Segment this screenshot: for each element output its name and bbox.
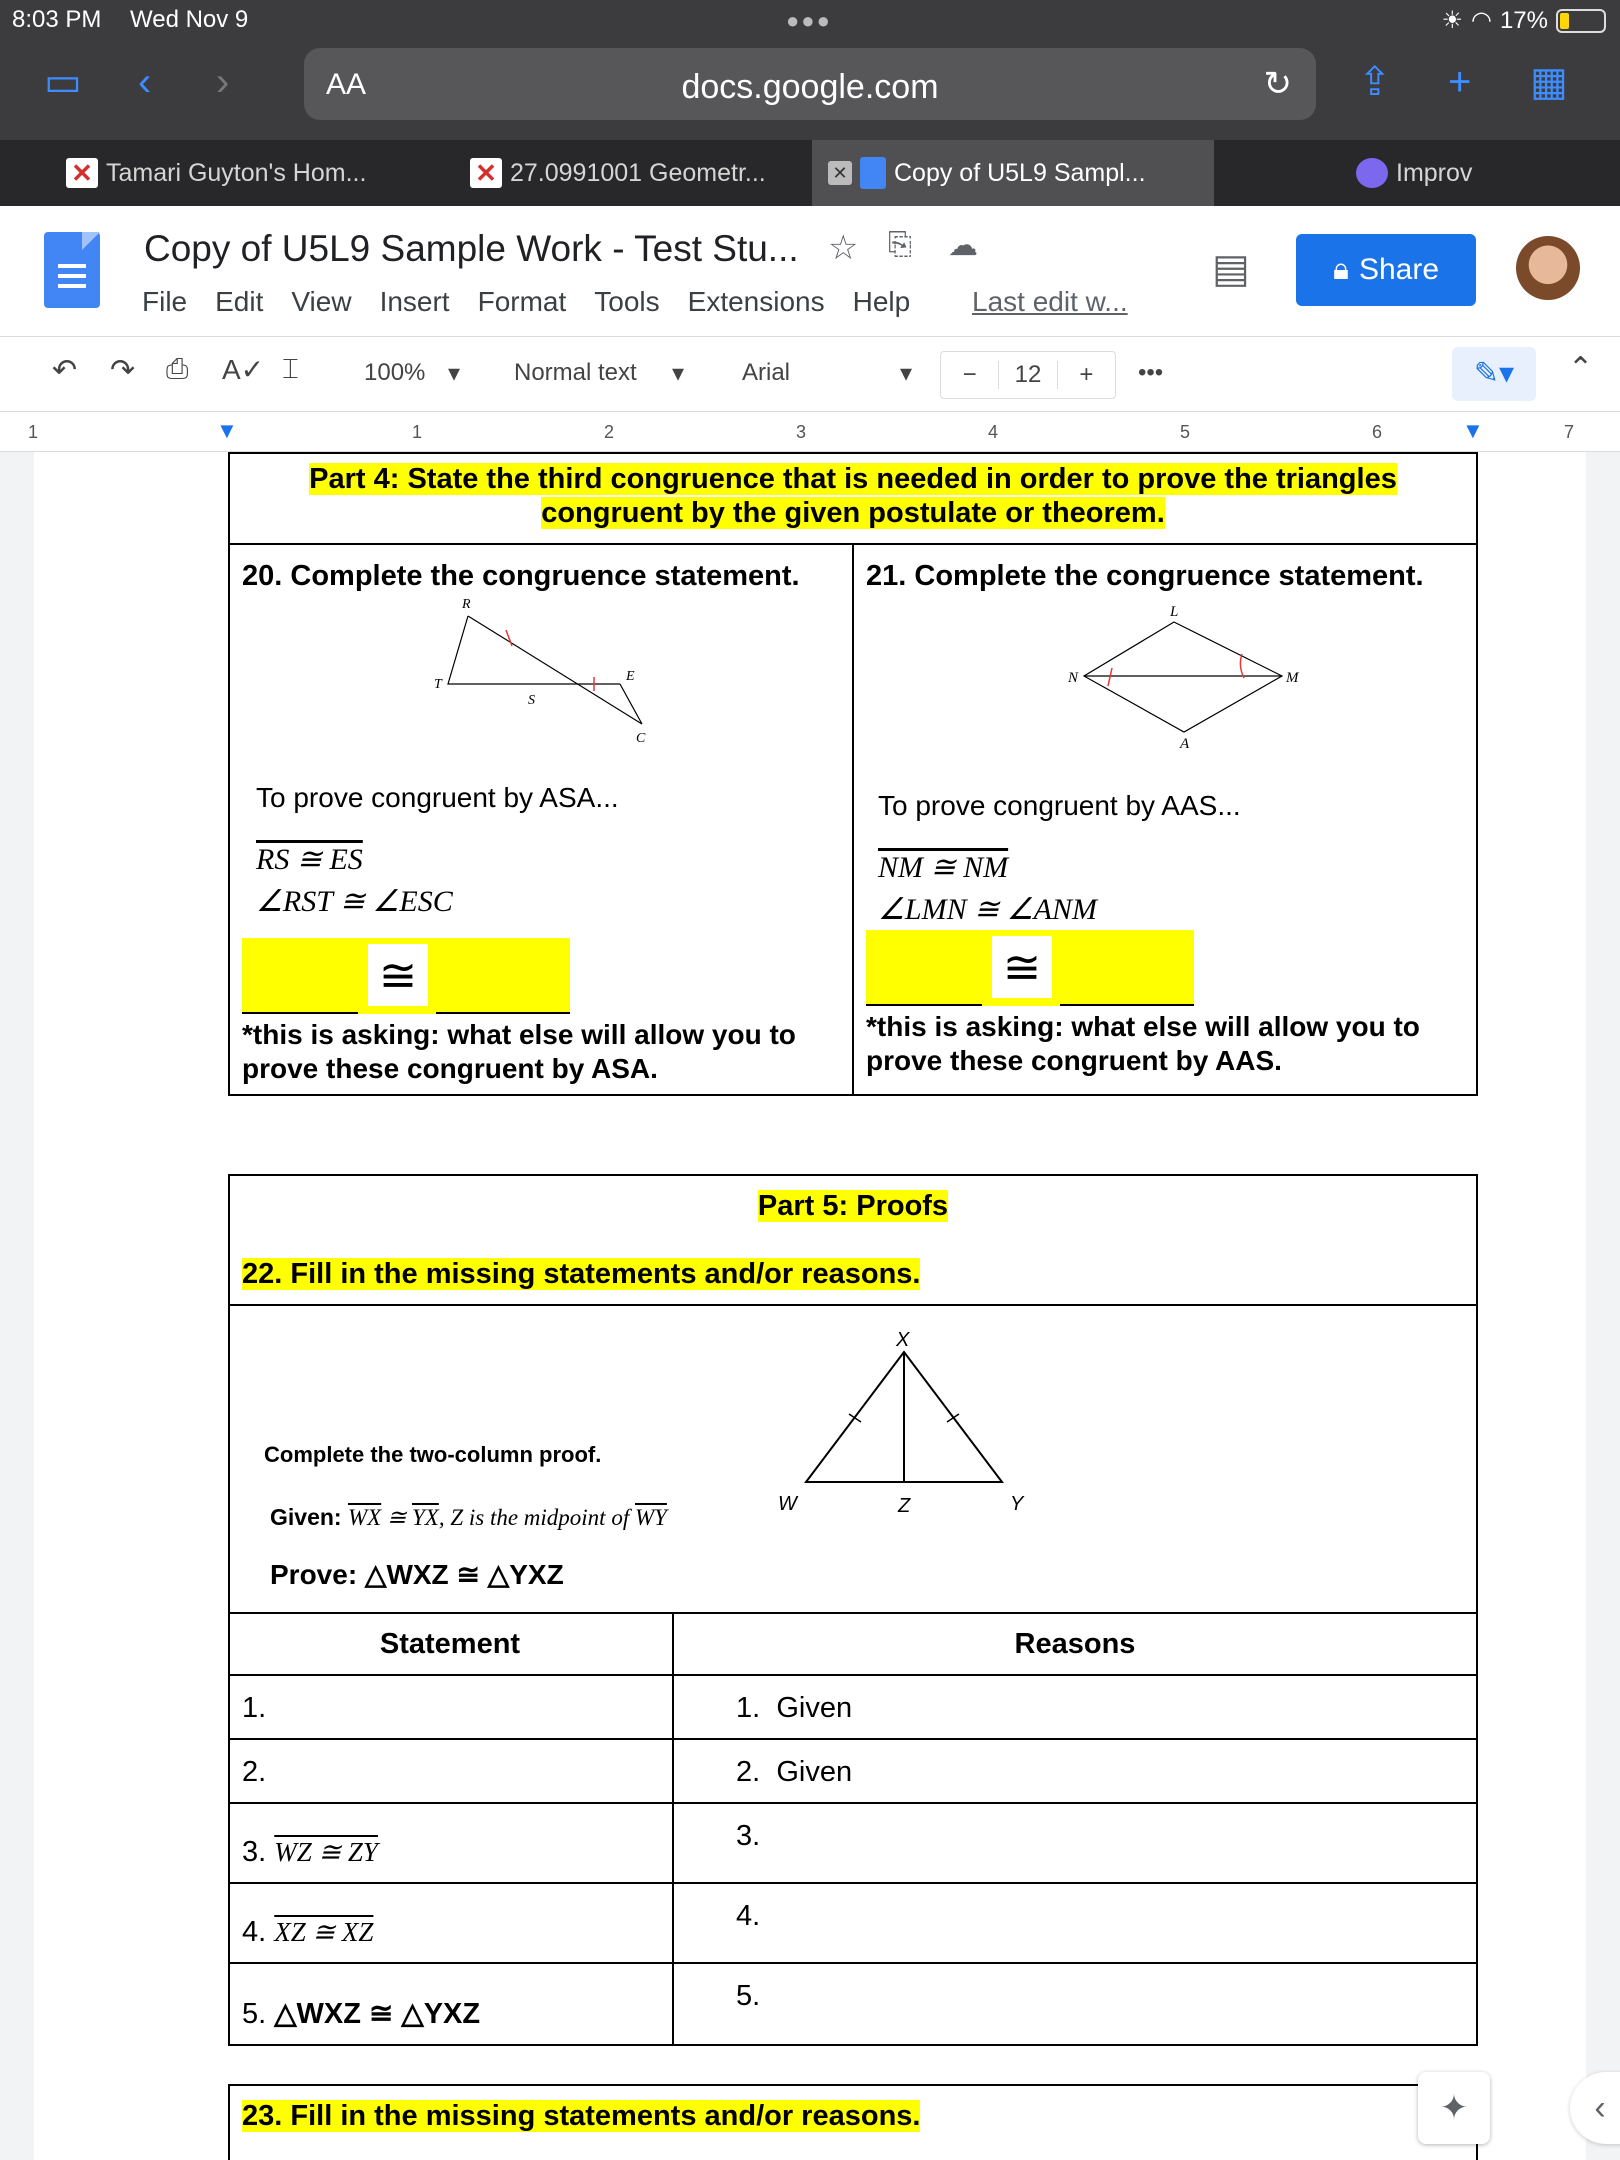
ruler bbox=[0, 412, 1620, 452]
menu-extensions[interactable]: Extensions bbox=[687, 286, 825, 317]
wifi-icon: ◠ bbox=[1471, 7, 1492, 34]
q20-note bbox=[242, 1018, 796, 1086]
given-wx: $\overline{WX}$ bbox=[347, 1505, 382, 1530]
row-number: 5. bbox=[736, 1980, 761, 2012]
given-sep: ≅ bbox=[386, 1505, 407, 1530]
document-page[interactable] bbox=[34, 452, 1586, 2160]
divider bbox=[228, 1962, 1478, 1964]
share-button[interactable] bbox=[1296, 234, 1476, 306]
label-n: N bbox=[1068, 670, 1079, 686]
row-number: 3. bbox=[242, 1836, 267, 1868]
q21-line1: NM ≅ NM bbox=[878, 851, 1009, 884]
docs-header bbox=[0, 206, 1620, 336]
statement-row-5[interactable] bbox=[242, 1996, 480, 2031]
q20-line1: RS ≅ ES bbox=[256, 843, 363, 876]
row-number: 2. bbox=[242, 1756, 267, 1788]
row-number: 1. bbox=[242, 1692, 267, 1724]
divider bbox=[228, 1612, 1478, 1614]
label-e: E bbox=[626, 669, 635, 684]
editing-mode-button[interactable]: ✎▾ bbox=[1452, 347, 1536, 401]
label-r: R bbox=[462, 597, 471, 612]
print-icon[interactable]: ⎙ bbox=[166, 353, 189, 384]
tab-label: Copy of U5L9 Sampl... bbox=[894, 158, 1146, 187]
q20-note-line2: prove these congruent by ASA. bbox=[242, 1053, 658, 1084]
label-t: T bbox=[434, 677, 442, 692]
q20-congruent-symbol: ≅ bbox=[368, 944, 428, 1006]
statement-row-4[interactable] bbox=[242, 1916, 373, 1949]
chevron-down-icon[interactable]: ▾ bbox=[672, 360, 685, 387]
q20-title: 20. Complete the congruence statement. bbox=[242, 560, 800, 592]
redo-icon[interactable]: ↷ bbox=[110, 354, 136, 387]
chevron-down-icon[interactable]: ▾ bbox=[900, 360, 913, 387]
row-number: 5. bbox=[242, 1998, 267, 2030]
divider bbox=[228, 1802, 1478, 1804]
divider bbox=[228, 1674, 1478, 1676]
ruler-mark: 6 bbox=[1372, 422, 1383, 442]
menu-file[interactable]: File bbox=[142, 286, 188, 317]
decrease-font-button[interactable]: − bbox=[962, 361, 977, 388]
url-text: docs.google.com bbox=[681, 68, 939, 106]
divider bbox=[852, 543, 854, 1096]
q22-title-text: 22. Fill in the missing statements and/or reasons. bbox=[242, 1258, 921, 1290]
q21-blank-line-left bbox=[866, 1004, 982, 1006]
q21-angle1: ∠LMN bbox=[878, 893, 967, 926]
part4-header bbox=[228, 462, 1478, 530]
given-wy: $\overline{WY}$ bbox=[634, 1505, 667, 1530]
menu-edit[interactable]: Edit bbox=[215, 286, 264, 317]
spellcheck-icon[interactable]: A✓ bbox=[222, 354, 265, 385]
forward-chevron-icon[interactable]: › bbox=[216, 60, 230, 104]
cloud-status-icon[interactable]: ☁ bbox=[948, 229, 978, 262]
q21-title: 21. Complete the congruence statement. bbox=[866, 560, 1424, 592]
back-chevron-icon[interactable]: ‹ bbox=[138, 60, 152, 104]
q20-prompt: To prove congruent by ASA... bbox=[256, 782, 619, 813]
menu-bar bbox=[142, 286, 910, 318]
part5-header-text: Part 5: Proofs bbox=[757, 1190, 949, 1222]
collapse-chevron-icon[interactable]: ⌃ bbox=[1568, 352, 1594, 385]
q21-diagram bbox=[1064, 602, 1304, 752]
side-panel-chevron-icon[interactable]: ‹ bbox=[1570, 2072, 1620, 2144]
tab-label: Improv bbox=[1396, 158, 1473, 187]
text-size-button[interactable]: AA bbox=[326, 68, 367, 101]
menu-tools[interactable]: Tools bbox=[594, 286, 660, 317]
q21-congruent-symbol: ≅ bbox=[992, 936, 1052, 998]
given-label: Given: bbox=[270, 1504, 342, 1530]
tab-close-icon[interactable]: ✕ bbox=[828, 161, 852, 185]
ruler-mark: 7 bbox=[1564, 422, 1575, 442]
brightness-icon: ☀ bbox=[1441, 7, 1463, 34]
q21-note-line1: *this is asking: what else will allow you to bbox=[866, 1011, 1420, 1042]
menu-help[interactable]: Help bbox=[852, 286, 911, 317]
part5-header bbox=[228, 1190, 1478, 1223]
reason-text: Given bbox=[776, 1692, 853, 1724]
docs-tab-icon bbox=[860, 157, 886, 189]
reason-row-3[interactable] bbox=[736, 1820, 760, 1853]
q21-sep: ≅ bbox=[974, 893, 1000, 926]
document-canvas[interactable] bbox=[0, 452, 1620, 2160]
reason-row-5[interactable] bbox=[736, 1980, 760, 2013]
sidebar-icon[interactable]: ▭ bbox=[44, 60, 82, 104]
status-time: 8:03 PM bbox=[12, 6, 102, 33]
docs-logo-icon[interactable] bbox=[44, 232, 100, 308]
ruler-mark: 5 bbox=[1180, 422, 1191, 442]
tab-geometry[interactable] bbox=[470, 140, 766, 206]
menu-format[interactable]: Format bbox=[477, 286, 567, 317]
label-z: Z bbox=[898, 1495, 911, 1517]
q20-diagram bbox=[414, 592, 714, 752]
label-c: C bbox=[636, 731, 646, 746]
increase-font-button[interactable]: + bbox=[1079, 361, 1094, 388]
undo-icon[interactable]: ↶ bbox=[52, 354, 78, 387]
reason-text: Given bbox=[776, 1756, 853, 1788]
reload-icon[interactable]: ↻ bbox=[1263, 65, 1292, 103]
status-bar bbox=[0, 0, 1620, 40]
status-date: Wed Nov 9 bbox=[130, 6, 249, 33]
tab-tamari-home[interactable] bbox=[66, 140, 366, 206]
move-folder-icon[interactable]: ⎘ bbox=[888, 228, 912, 261]
tab-label: Tamari Guyton's Hom... bbox=[106, 158, 367, 187]
q22-title bbox=[242, 1258, 920, 1291]
chevron-down-icon[interactable]: ▾ bbox=[448, 360, 461, 387]
q20-angle2: ∠ESC bbox=[372, 885, 453, 918]
q20-sep: ≅ bbox=[339, 885, 366, 918]
battery-icon bbox=[1556, 9, 1606, 33]
star-icon[interactable]: ☆ bbox=[828, 229, 859, 267]
share-sheet-icon[interactable]: ⇪ bbox=[1358, 60, 1392, 104]
statement-text: WZ ≅ ZY bbox=[274, 1837, 378, 1867]
tab-bar bbox=[0, 140, 1620, 206]
zoom-select[interactable]: 100% bbox=[364, 359, 426, 386]
style-select[interactable]: Normal text bbox=[514, 359, 637, 386]
left-indent-marker-icon[interactable]: ▼ bbox=[216, 418, 238, 443]
row-number: 4. bbox=[242, 1916, 267, 1948]
label-y: Y bbox=[1010, 1493, 1024, 1515]
menu-insert[interactable]: Insert bbox=[379, 286, 450, 317]
label-l: L bbox=[1170, 604, 1179, 620]
ruler-mark: 1 bbox=[28, 422, 39, 442]
font-select[interactable]: Arial bbox=[742, 359, 791, 386]
q21-note bbox=[866, 1010, 1420, 1078]
q21-line2 bbox=[878, 892, 1097, 927]
q21-prompt: To prove congruent by AAS... bbox=[878, 790, 1241, 821]
multitask-dots-icon[interactable]: ●●● bbox=[786, 8, 832, 33]
label-x: X bbox=[896, 1329, 910, 1351]
divider bbox=[672, 1612, 674, 2046]
ruler-mark: 4 bbox=[988, 422, 999, 442]
more-options-icon[interactable]: ••• bbox=[1138, 359, 1164, 386]
prove-line: Prove: △WXZ ≅ △YXZ bbox=[270, 1559, 564, 1590]
ruler-mark: 2 bbox=[604, 422, 615, 442]
q20-blank-line-right bbox=[436, 1012, 570, 1014]
tab-improv[interactable] bbox=[1356, 140, 1472, 206]
improv-icon bbox=[1356, 158, 1388, 188]
statement-text: △WXZ ≅ △YXZ bbox=[274, 1998, 481, 2030]
battery-percent: 17% bbox=[1499, 6, 1548, 34]
divider bbox=[228, 1882, 1478, 1884]
schoology-x-icon: ✕ bbox=[470, 158, 502, 188]
menu-view[interactable]: View bbox=[291, 286, 352, 317]
reason-row-4[interactable] bbox=[736, 1900, 760, 1933]
explore-button[interactable]: ✦ bbox=[1418, 2072, 1490, 2144]
comments-icon[interactable]: ▤ bbox=[1212, 247, 1250, 291]
address-bar[interactable] bbox=[304, 48, 1316, 120]
label-w: W bbox=[778, 1493, 797, 1515]
q20-angle1: ∠RST bbox=[256, 885, 333, 918]
given-tail: , Z is the midpoint of bbox=[438, 1505, 630, 1530]
status-right bbox=[1441, 6, 1606, 35]
q21-note-line2: prove these congruent by AAS. bbox=[866, 1045, 1282, 1076]
row-number: 3. bbox=[736, 1820, 761, 1852]
font-size-control bbox=[940, 351, 1116, 399]
ruler-mark: 3 bbox=[796, 422, 807, 442]
q20-blank-line-left bbox=[242, 1012, 358, 1014]
lock-icon: 🔒︎ bbox=[1332, 253, 1349, 286]
tab-copy-u5l9[interactable] bbox=[812, 140, 1214, 206]
reason-row-1[interactable] bbox=[736, 1692, 852, 1725]
col-reasons-header: Reasons bbox=[1014, 1628, 1136, 1660]
row-number: 2. bbox=[736, 1756, 761, 1788]
col-statement-header: Statement bbox=[379, 1628, 521, 1660]
right-indent-marker-icon[interactable]: ▼ bbox=[1462, 418, 1484, 443]
row-number: 4. bbox=[736, 1900, 761, 1932]
given-yx: $\overline{YX}$ bbox=[411, 1505, 439, 1530]
tab-overview-icon[interactable]: ▦ bbox=[1530, 60, 1568, 104]
label-s: S bbox=[528, 693, 535, 708]
paint-format-icon[interactable]: ⌶ bbox=[282, 353, 299, 384]
schoology-x-icon: ✕ bbox=[66, 158, 98, 188]
q22-diagram bbox=[754, 1322, 1114, 1522]
proof-intro: Complete the two-column proof. bbox=[264, 1442, 602, 1467]
document-title[interactable]: Copy of U5L9 Sample Work - Test Stu... bbox=[144, 228, 799, 269]
label-a: A bbox=[1180, 736, 1190, 752]
ruler-mark: 1 bbox=[412, 422, 423, 442]
statement-row-3[interactable] bbox=[242, 1836, 378, 1869]
q20-note-line1: *this is asking: what else will allow you to bbox=[242, 1019, 796, 1050]
part4-header-line1: Part 4: State the third congruence that is needed in order to prove the triangles bbox=[309, 463, 1397, 495]
row-number: 1. bbox=[736, 1692, 761, 1724]
browser-toolbar bbox=[0, 40, 1620, 140]
share-label: Share bbox=[1358, 253, 1440, 286]
editing-toolbar bbox=[0, 336, 1620, 412]
tab-label: 27.0991001 Geometr... bbox=[510, 158, 766, 187]
font-size-input[interactable]: 12 bbox=[998, 361, 1057, 389]
q20-line2 bbox=[256, 884, 453, 919]
last-edit-link[interactable]: Last edit w... bbox=[972, 286, 1128, 317]
q23-title-text: 23. Fill in the missing statements and/or reasons. bbox=[242, 2100, 921, 2132]
q21-blank-line-right bbox=[1060, 1004, 1194, 1006]
given-line bbox=[270, 1504, 667, 1531]
new-tab-icon[interactable]: + bbox=[1448, 60, 1472, 104]
q23-title bbox=[242, 2100, 920, 2133]
statement-text: XZ ≅ XZ bbox=[274, 1917, 374, 1947]
statement-row-2[interactable] bbox=[242, 1756, 266, 1789]
statement-row-1[interactable] bbox=[242, 1692, 266, 1725]
label-m: M bbox=[1286, 670, 1299, 686]
part4-header-line2: congruent by the given postulate or theorem. bbox=[541, 497, 1165, 529]
divider bbox=[228, 1304, 1478, 1306]
avatar[interactable] bbox=[1516, 236, 1580, 300]
divider bbox=[228, 1738, 1478, 1740]
reason-row-2[interactable] bbox=[736, 1756, 852, 1789]
q21-angle2: ∠ANM bbox=[1006, 893, 1097, 926]
